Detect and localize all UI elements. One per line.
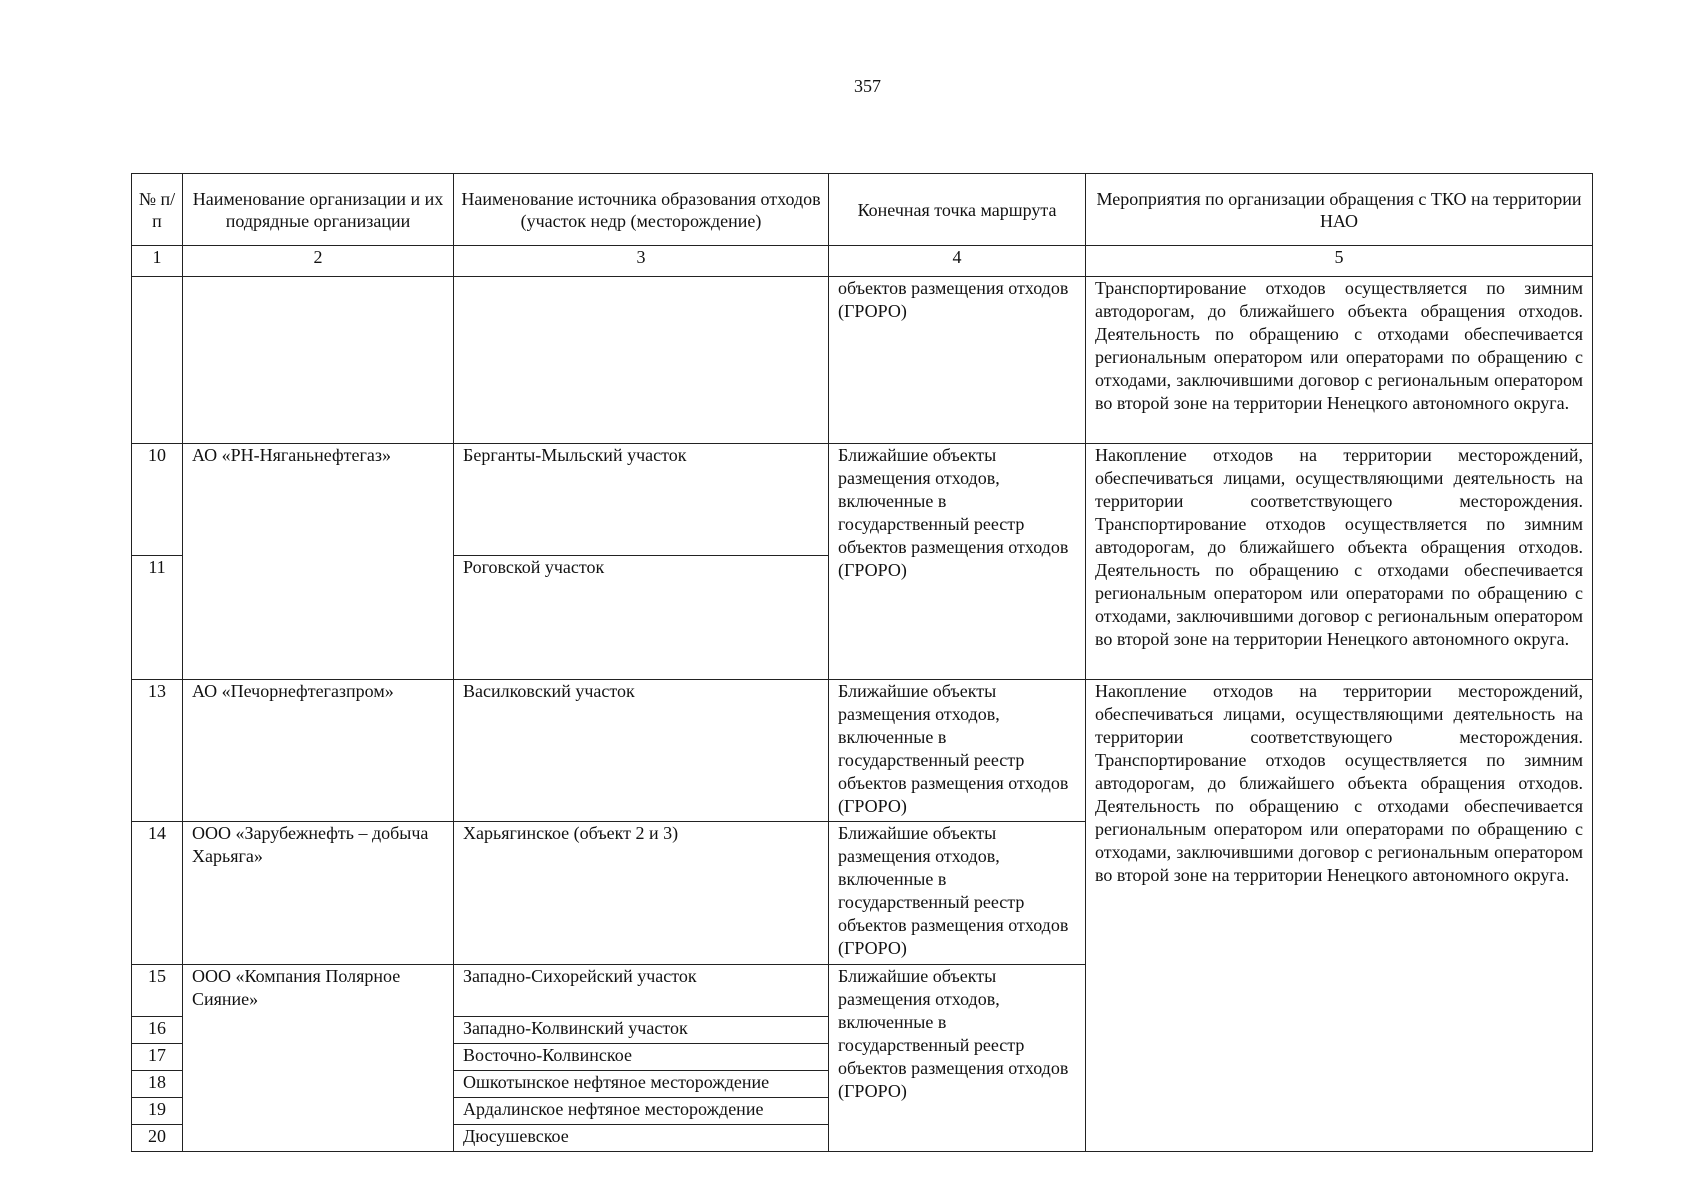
row-number: 13 (132, 680, 183, 822)
organization-cell: ООО «Компания Полярное Сияние» (183, 965, 454, 1152)
source-cell: Ошкотынское нефтяное месторождение (454, 1071, 829, 1098)
row-number: 10 (132, 444, 183, 556)
row-number: 18 (132, 1071, 183, 1098)
endpoint-cell: объектов размещения отходов (ГРОРО) (829, 277, 1086, 444)
row-number: 20 (132, 1125, 183, 1152)
source-cell: Восточно-Колвинское (454, 1044, 829, 1071)
endpoint-cell: Ближайшие объекты размещения отходов, включенные в государственный реестр объектов размещения отходов (ГРОРО) (829, 822, 1086, 965)
row-number: 17 (132, 1044, 183, 1071)
column-number: 3 (454, 246, 829, 277)
column-number: 1 (132, 246, 183, 277)
row-number: 16 (132, 1017, 183, 1044)
header-endpoint: Конечная точка маршрута (829, 174, 1086, 246)
empty-cell (454, 277, 829, 444)
row-number: 11 (132, 556, 183, 680)
table-row (132, 680, 1593, 822)
source-cell: Ардалинское нефтяное месторождение (454, 1098, 829, 1125)
waste-management-table (131, 173, 1593, 1152)
header-measures: Мероприятия по организации обращения с ТКО на территории НАО (1086, 174, 1593, 246)
column-number: 2 (183, 246, 454, 277)
row-number: 15 (132, 965, 183, 1017)
column-number-row (132, 246, 1593, 277)
page-number: 357 (854, 76, 881, 96)
empty-cell (132, 277, 183, 444)
empty-cell (183, 277, 454, 444)
organization-cell: АО «РН-Няганьнефтегаз» (183, 444, 454, 680)
measures-cell: Транспортирование отходов осуществляется по зимним автодорогам, до ближайшего объекта обращения отходов. Деятельность по обращению с отходами обеспечивается региональным оператором или операторами по обращению с отходами, заключившими договор с региональным оператором во второй зоне на территории Ненецкого автономного округа. (1086, 277, 1593, 444)
row-number: 19 (132, 1098, 183, 1125)
organization-cell: АО «Печорнефтегазпром» (183, 680, 454, 822)
header-number: № п/п (132, 174, 183, 246)
endpoint-cell: Ближайшие объекты размещения отходов, включенные в государственный реестр объектов размещения отходов (ГРОРО) (829, 965, 1086, 1152)
source-cell: Дюсушевское (454, 1125, 829, 1152)
endpoint-cell: Ближайшие объекты размещения отходов, включенные в государственный реестр объектов размещения отходов (ГРОРО) (829, 444, 1086, 680)
source-cell: Западно-Сихорейский участок (454, 965, 829, 1017)
source-cell: Василковский участок (454, 680, 829, 822)
header-source: Наименование источника образования отходов (участок недр (месторождение) (454, 174, 829, 246)
row-number: 14 (132, 822, 183, 965)
measures-cell: Накопление отходов на территории месторождений, обеспечиваться лицами, осуществляющими деятельность на территории соответствующего месторождения. Транспортирование отходов осуществляется по зимним автодорогам, до ближайшего объекта обращения отходов. Деятельность по обращению с отходами обеспечивается региональным оператором или операторами по обращению с отходами, заключившими договор с региональным оператором во второй зоне на территории Ненецкого автономного округа. (1086, 444, 1593, 680)
table-row (132, 444, 1593, 556)
header-row (132, 174, 1593, 246)
source-cell: Роговской участок (454, 556, 829, 680)
header-organization: Наименование организации и их подрядные организации (183, 174, 454, 246)
column-number: 5 (1086, 246, 1593, 277)
source-cell: Берганты-Мыльский участок (454, 444, 829, 556)
source-cell: Харьягинское (объект 2 и 3) (454, 822, 829, 965)
column-number: 4 (829, 246, 1086, 277)
continuation-row (132, 277, 1593, 444)
source-cell: Западно-Колвинский участок (454, 1017, 829, 1044)
organization-cell: ООО «Зарубежнефть – добыча Харьяга» (183, 822, 454, 965)
measures-cell: Накопление отходов на территории месторождений, обеспечиваться лицами, осуществляющими деятельность на территории соответствующего месторождения. Транспортирование отходов осуществляется по зимним автодорогам, до ближайшего объекта обращения отходов. Деятельность по обращению с отходами обеспечивается региональным оператором или операторами по обращению с отходами, заключившими договор с региональным оператором во второй зоне на территории Ненецкого автономного округа. (1086, 680, 1593, 1152)
endpoint-cell: Ближайшие объекты размещения отходов, включенные в государственный реестр объектов размещения отходов (ГРОРО) (829, 680, 1086, 822)
